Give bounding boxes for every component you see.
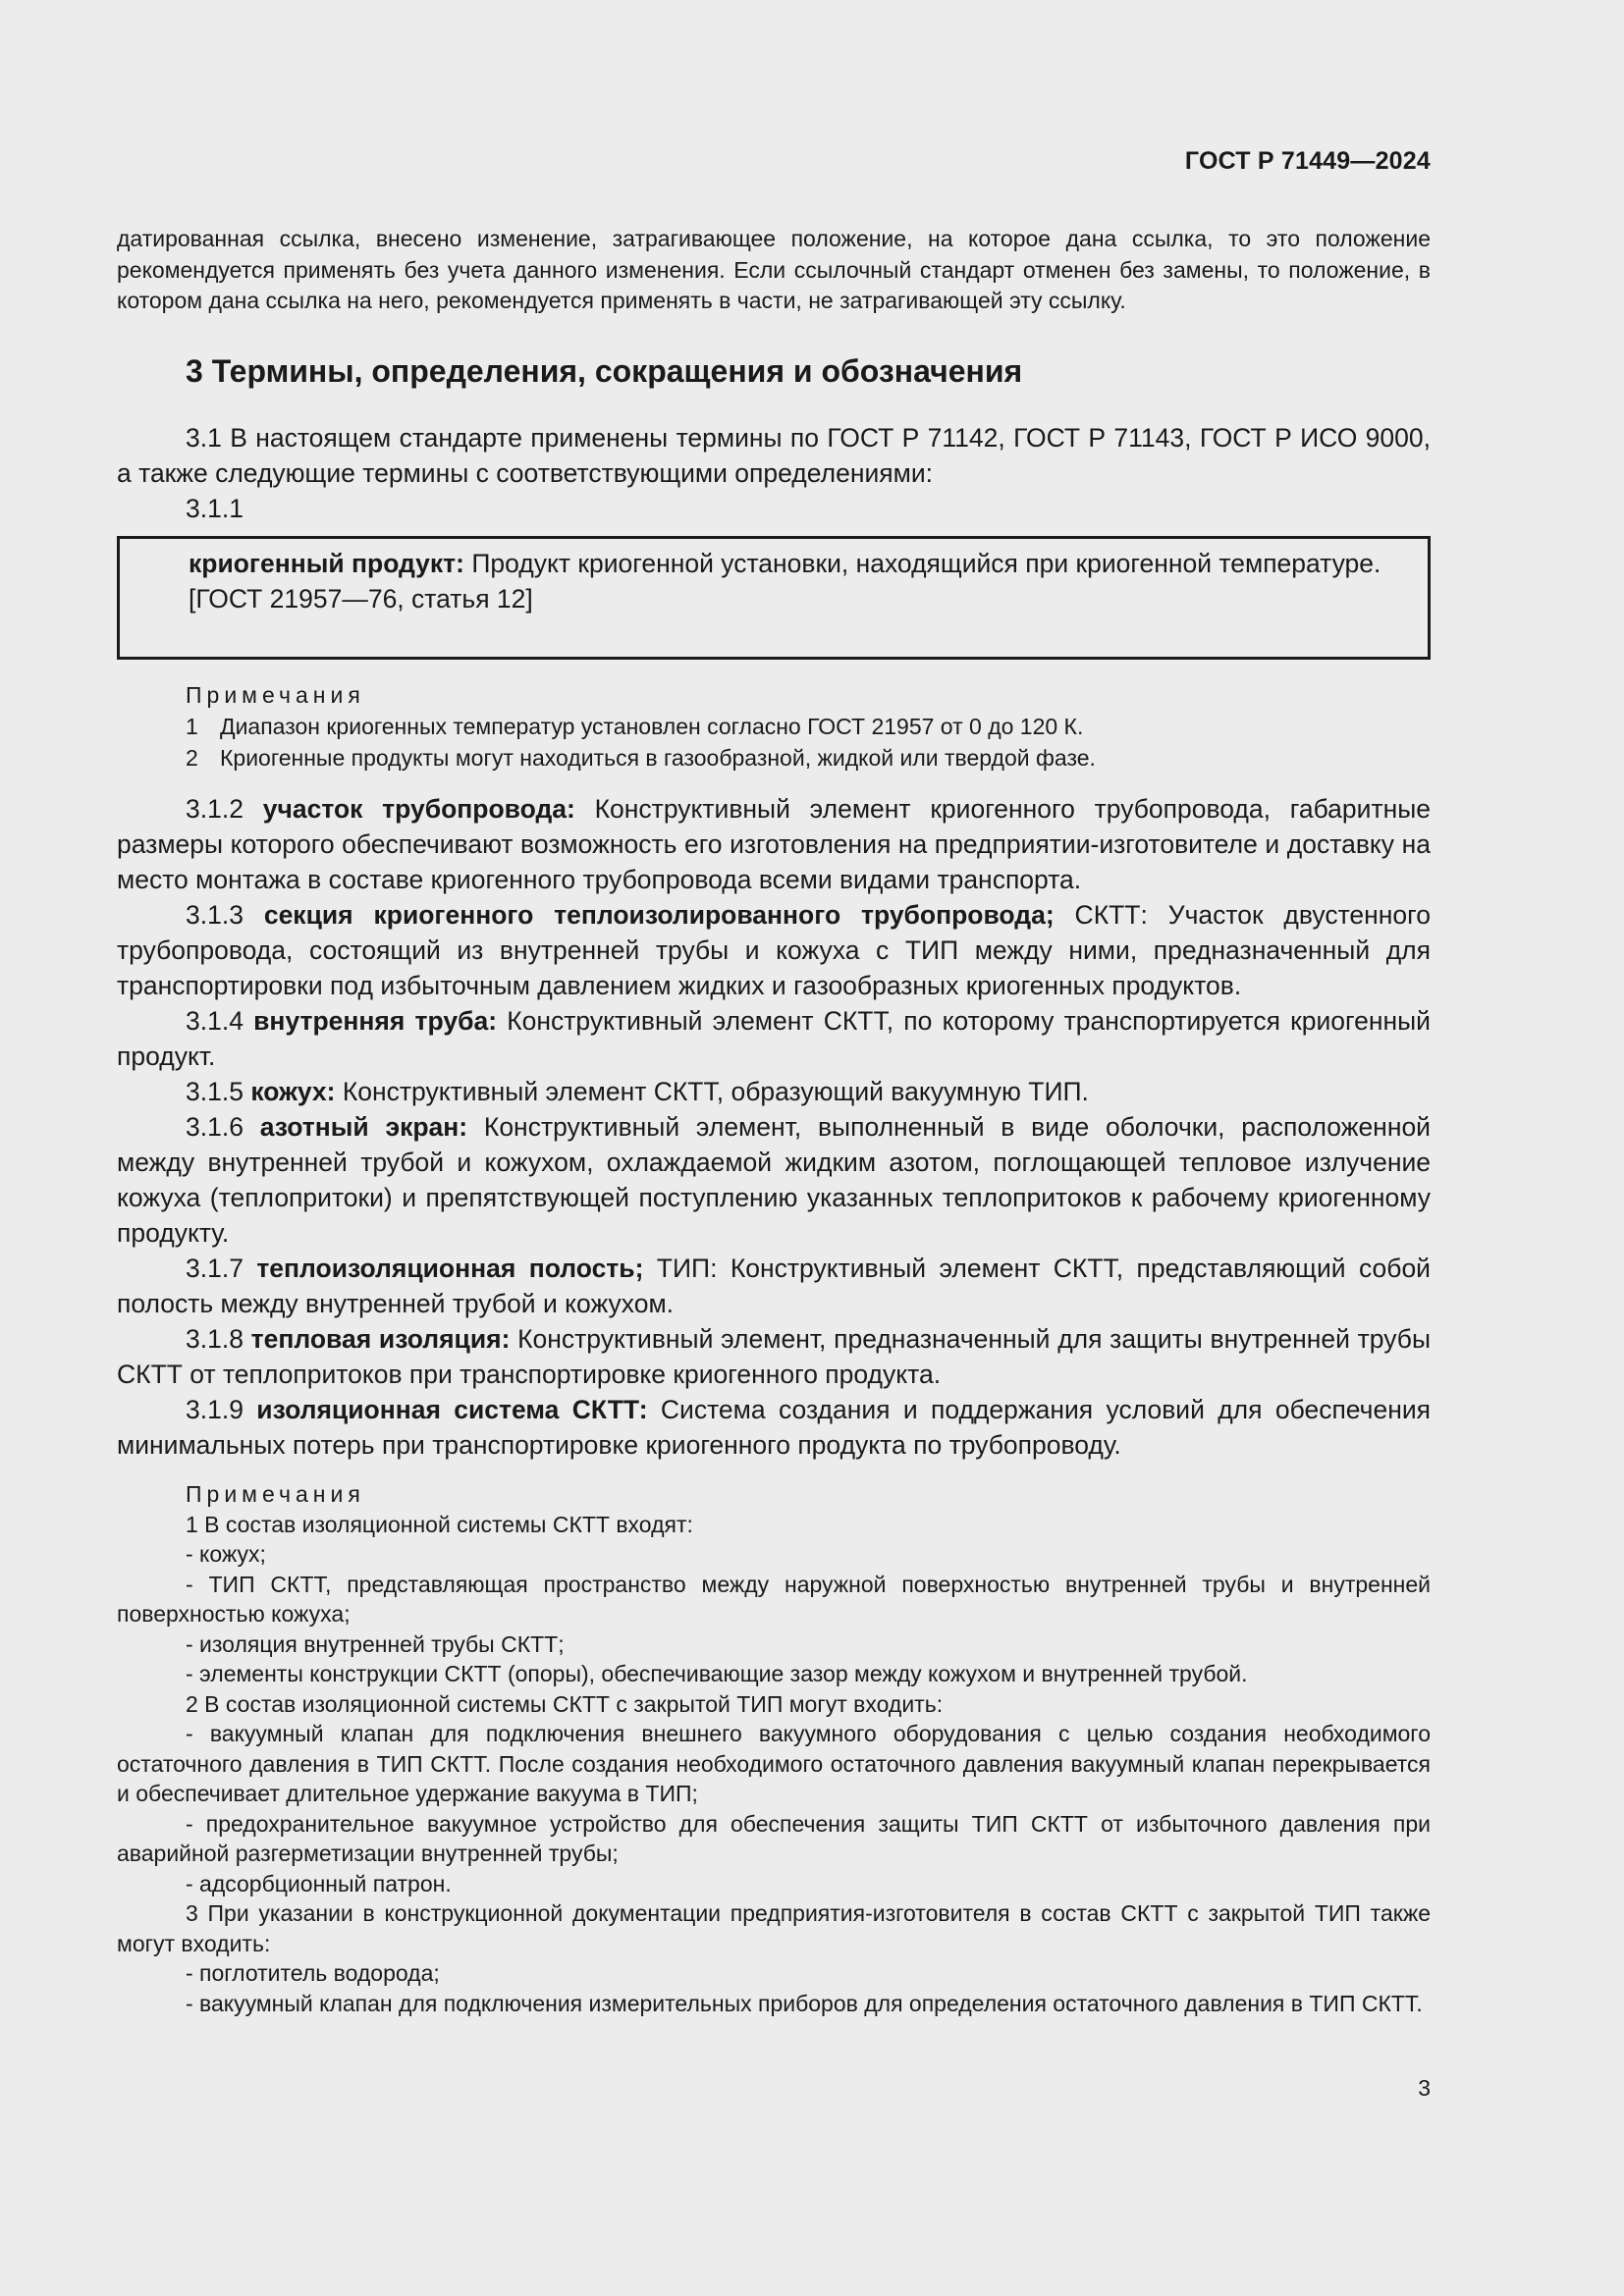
definition-text: Конструктивный элемент СКТТ, образующий вакуумную ТИП. [335, 1077, 1089, 1106]
definition-3-1-5 [117, 1074, 1431, 1109]
definition-text: Конструктивный элемент криогенного трубопровода, габаритные размеры которого обеспечивают возможность его изготовления на предприятии-изготовителе и доставку на место монтажа в составе криогенного трубопровода всеми видами транспорта. [117, 794, 1431, 894]
definition-text: Конструктивный элемент, выполненный в виде оболочки, расположенной между внутренней трубой и кожухом, охлаждаемой жидким азотом, поглощающей тепловое излучение кожуха (теплопритоки) и препятствующей поступлению указанных теплопритоков к рабочему криогенному продукту. [117, 1112, 1431, 1248]
definition-number: 3.1.7 [186, 1254, 257, 1283]
note-line: 1 В состав изоляционной системы СКТТ входят: [186, 1511, 693, 1537]
definition-3-1-6 [117, 1109, 1431, 1251]
definition-number: 3.1.2 [186, 794, 263, 824]
definition-term: теплоизоляционная полость; [256, 1254, 644, 1283]
definition-3-1-8 [117, 1321, 1431, 1392]
clause-3-1: 3.1 В настоящем стандарте применены термины по ГОСТ Р 71142, ГОСТ Р 71143, ГОСТ Р ИСО 9000, а также следующие термины с соответствующими определениями: [117, 423, 1431, 488]
definition-term: внутренняя труба: [253, 1006, 498, 1036]
note-line: 2 В состав изоляционной системы СКТТ с закрытой ТИП могут входить: [186, 1690, 944, 1717]
note-line: - поглотитель водорода; [186, 1960, 440, 1986]
note-line: - предохранительное вакуумное устройство для обеспечения защиты ТИП СКТТ от избыточного давления при аварийной разгерметизации внутренней трубы; [117, 1810, 1431, 1866]
term-box-term: криогенный продукт: [189, 549, 464, 578]
note-line: - изоляция внутренней трубы СКТТ; [186, 1630, 565, 1657]
note-item [117, 711, 1431, 742]
page-number: 3 [1418, 2075, 1431, 2101]
notes-title: Примечания [186, 682, 365, 708]
definition-3-1-2 [117, 791, 1431, 897]
definition-3-1-9 [117, 1392, 1431, 1463]
intro-paragraph: датированная ссылка, внесено изменение, затрагивающее положение, на которое дана ссылка, то это положение рекомендуется применять без учета данного изменения. Если ссылочный стандарт отменен без замены, то положение, в котором дана ссылка на него, рекомендуется применять в части, не затрагивающей эту ссылку. [117, 226, 1431, 313]
definition-term: изоляционная система СКТТ: [256, 1395, 648, 1424]
definition-3-1-3 [117, 897, 1431, 1003]
term-box-definition [135, 546, 1413, 581]
document-id-header: ГОСТ Р 71449—2024 [1184, 147, 1431, 175]
definition-term: секция криогенного теплоизолированного трубопровода; [263, 900, 1055, 930]
notes-block-2 [117, 1479, 1431, 2018]
document-page [117, 0, 1431, 2296]
note-line: - вакуумный клапан для подключения измерительных приборов для определения остаточного давления в ТИП СКТТ. [186, 1990, 1423, 2016]
section-title: 3 Термины, определения, сокращения и обозначения [186, 353, 1023, 389]
definition-text: ТИП: Конструктивный элемент СКТТ, представляющий собой полость между внутренней трубой и кожухом. [117, 1254, 1431, 1318]
definition-number: 3.1.3 [186, 900, 264, 930]
note-text: Криогенные продукты могут находиться в газообразной, жидкой или твердой фазе. [220, 745, 1096, 771]
definition-text: Конструктивный элемент, предназначенный для защиты внутренней трубы СКТТ от теплопритоков при транспортировке криогенного продукта. [117, 1324, 1431, 1389]
note-line: - элементы конструкции СКТТ (опоры), обеспечивающие зазор между кожухом и внутренней трубой. [186, 1661, 1248, 1686]
notes-block-1 [117, 679, 1431, 774]
note-line: - вакуумный клапан для подключения внешнего вакуумного оборудования с целью создания необходимого остаточного давления в ТИП СКТТ. После создания необходимого остаточного давления вакуумный клапан перекрывается и обеспечивает длительное удержание вакуума в ТИП; [117, 1721, 1431, 1806]
definition-term: тепловая изоляция: [250, 1324, 511, 1354]
definition-number: 3.1.9 [186, 1395, 257, 1424]
definition-text: СКТТ: Участок двустенного трубопровода, состоящий из внутренней трубы и кожуха с ТИП между ними, предназначенный для транспортировки под избыточным давлением жидких и газообразных криогенных продуктов. [117, 900, 1431, 1000]
note-number: 1 [186, 714, 198, 739]
definition-term: участок трубопровода: [262, 794, 575, 824]
definition-3-1-4 [117, 1003, 1431, 1074]
definition-text: Система создания и поддержания условий для обеспечения минимальных потерь при транспортировке криогенного продукта по трубопроводу. [117, 1395, 1431, 1460]
note-text: Диапазон криогенных температур установлен согласно ГОСТ 21957 от 0 до 120 К. [220, 714, 1084, 739]
term-definition-box [117, 536, 1431, 660]
definition-number: 3.1.6 [186, 1112, 260, 1142]
note-line: 3 При указании в конструкционной документации предприятия-изготовителя в состав СКТТ с закрытой ТИП также могут входить: [117, 1900, 1431, 1956]
definition-term: азотный экран: [259, 1112, 468, 1142]
definition-text: Конструктивный элемент СКТТ, по которому транспортируется криогенный продукт. [117, 1006, 1431, 1071]
definition-3-1-7 [117, 1251, 1431, 1321]
definitions-list [117, 791, 1431, 1463]
definition-number: 3.1.4 [186, 1006, 254, 1036]
note-number: 2 [186, 745, 198, 771]
note-item [117, 742, 1431, 774]
term-box-text: Продукт криогенной установки, находящийся при криогенной температуре. [463, 549, 1381, 578]
note-line: - кожух; [186, 1541, 266, 1567]
clause-3-1-1-number: 3.1.1 [186, 494, 244, 523]
definition-number: 3.1.8 [186, 1324, 251, 1354]
definition-number: 3.1.5 [186, 1077, 251, 1106]
notes-title: Примечания [186, 1481, 365, 1507]
definition-term: кожух: [250, 1077, 336, 1106]
note-line: - ТИП СКТТ, представляющая пространство между наружной поверхностью внутренней трубы и внутренней поверхностью кожуха; [117, 1571, 1431, 1627]
note-line: - адсорбционный патрон. [186, 1870, 452, 1896]
term-box-source: [ГОСТ 21957—76, статья 12] [189, 584, 533, 614]
